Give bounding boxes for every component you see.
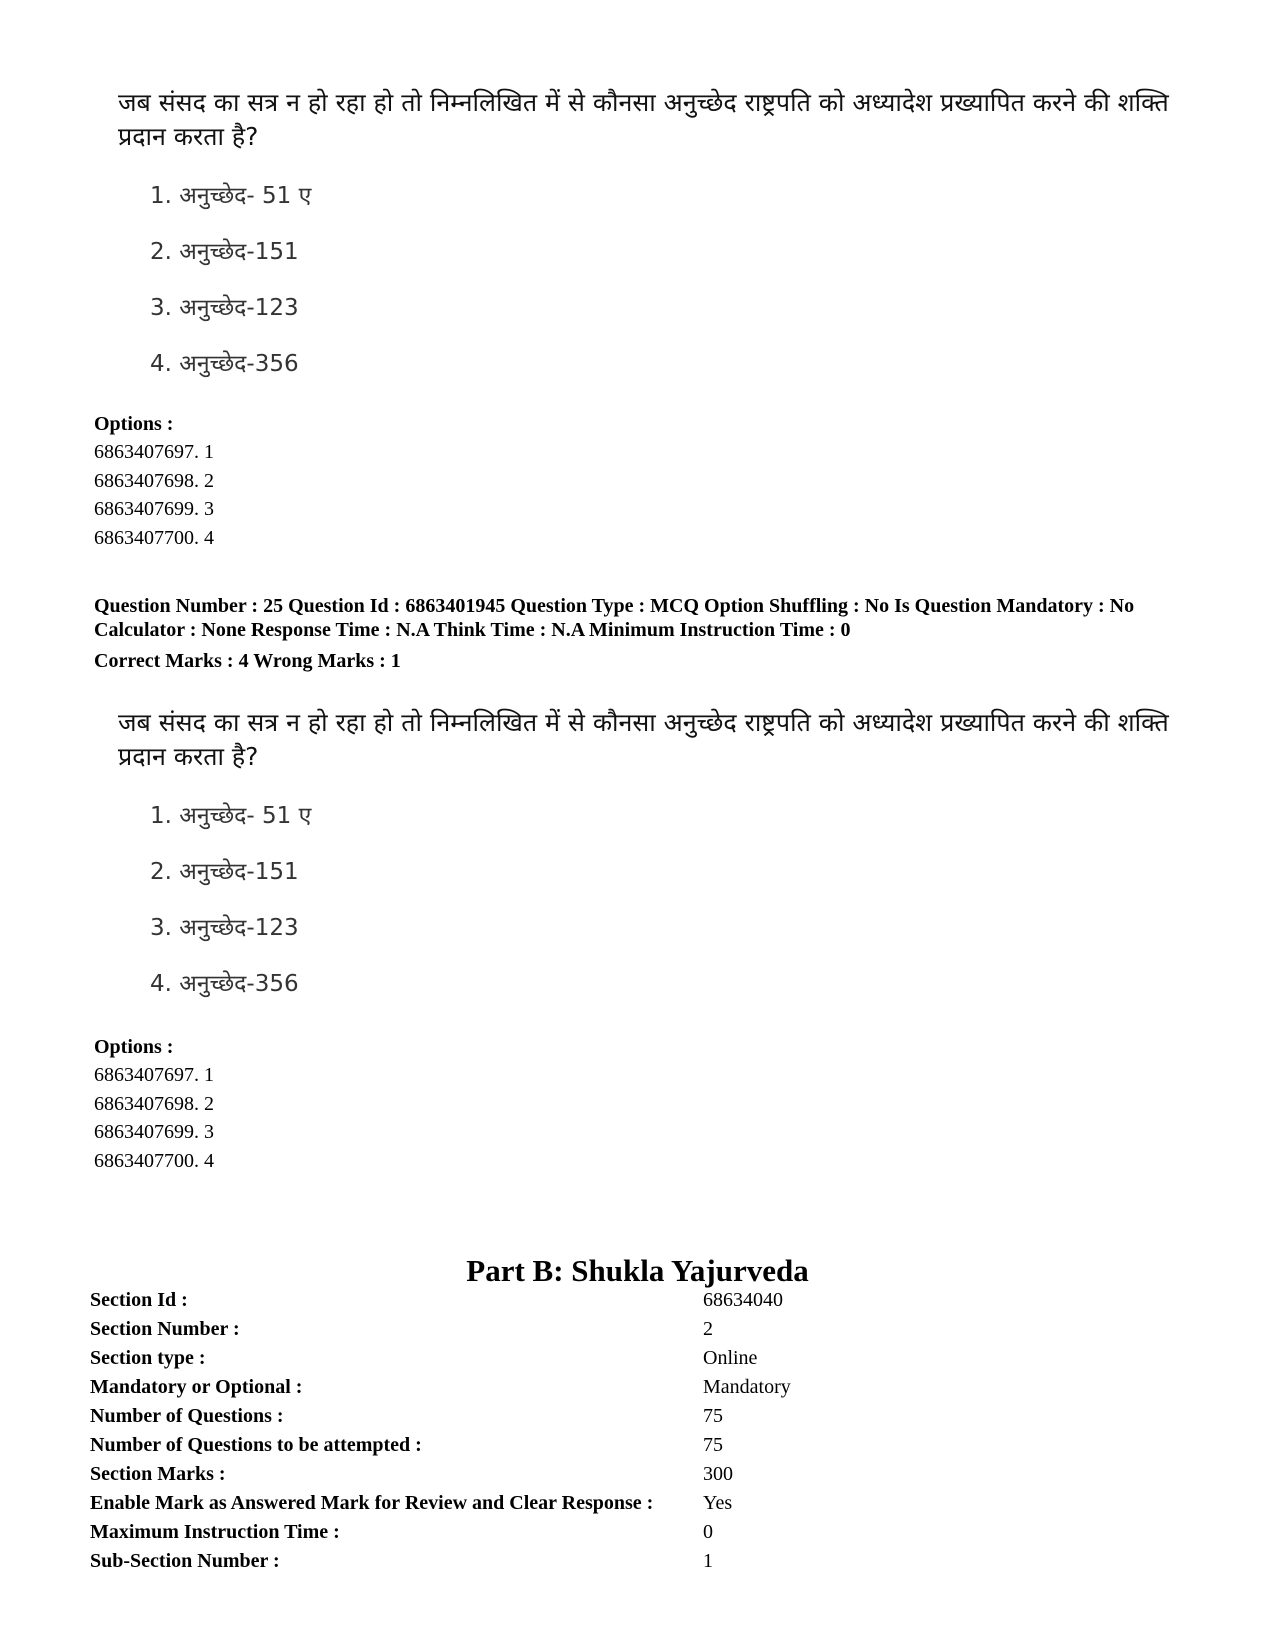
section-row-label: Section type : <box>90 1347 206 1369</box>
section-title: Part B: Shukla Yajurveda <box>466 1253 809 1288</box>
question-25-choice-2: 2. अनुच्छेद-151 <box>150 859 299 885</box>
section-row-label: Section Id : <box>90 1289 188 1311</box>
section-row-value: 75 <box>703 1434 723 1456</box>
question-24-text: जब संसद का सत्र न हो रहा हो तो निम्नलिखित में से कौनसा अनुच्छेद राष्ट्रपति को अध्यादेश प्रख्यापित करने की शक्ति प्रदान करता है? <box>118 88 1169 151</box>
question-24-choice-1: 1. अनुच्छेद- 51 ए <box>150 183 312 209</box>
question-25-choice-3: 3. अनुच्छेद-123 <box>150 915 299 941</box>
question-24-choice-4: 4. अनुच्छेद-356 <box>150 351 299 377</box>
question-25-options-label: Options : <box>94 1036 174 1058</box>
section-row-label: Section Marks : <box>90 1463 226 1485</box>
section-row-value: 0 <box>703 1521 713 1543</box>
section-row-label: Mandatory or Optional : <box>90 1376 303 1398</box>
question-25-text: जब संसद का सत्र न हो रहा हो तो निम्नलिखित में से कौनसा अनुच्छेद राष्ट्रपति को अध्यादेश प्रख्यापित करने की शक्ति प्रदान करता है? <box>118 708 1169 771</box>
question-25-choice-4: 4. अनुच्छेद-356 <box>150 971 299 997</box>
section-row-label: Sub-Section Number : <box>90 1550 280 1572</box>
section-row-label: Section Number : <box>90 1318 240 1340</box>
section-row-value: 2 <box>703 1318 713 1340</box>
question-24-option-2: 6863407698. 2 <box>94 470 214 492</box>
question-24-choice-3: 3. अनुच्छेद-123 <box>150 295 299 321</box>
question-24-choice-2: 2. अनुच्छेद-151 <box>150 239 299 265</box>
question-25-option-3: 6863407699. 3 <box>94 1121 214 1143</box>
section-row-label: Maximum Instruction Time : <box>90 1521 340 1543</box>
question-25-meta: Question Number : 25 Question Id : 6863401945 Question Type : MCQ Option Shuffling : No Is Question Mandatory : No Calculator : None Response Time : N.A Think Time : N.A Minimum Instruction Time : 0 <box>94 595 1135 641</box>
section-row-label: Enable Mark as Answered Mark for Review and Clear Response : <box>90 1492 654 1514</box>
question-25-option-1: 6863407697. 1 <box>94 1064 214 1086</box>
section-row-value: Yes <box>703 1492 733 1514</box>
section-row-value: Mandatory <box>703 1376 791 1398</box>
question-24-options-label: Options : <box>94 413 174 435</box>
question-24-option-3: 6863407699. 3 <box>94 498 214 520</box>
section-row-value: 300 <box>703 1463 733 1485</box>
question-24-option-4: 6863407700. 4 <box>94 527 214 549</box>
section-row-value: 75 <box>703 1405 723 1427</box>
section-row-value: 1 <box>703 1550 713 1572</box>
question-24-option-1: 6863407697. 1 <box>94 441 214 463</box>
section-row-value: 68634040 <box>703 1289 783 1311</box>
question-25-choice-1: 1. अनुच्छेद- 51 ए <box>150 803 312 829</box>
question-25-marks: Correct Marks : 4 Wrong Marks : 1 <box>94 650 401 672</box>
section-row-label: Number of Questions : <box>90 1405 284 1427</box>
question-25-option-4: 6863407700. 4 <box>94 1150 214 1172</box>
question-25-option-2: 6863407698. 2 <box>94 1093 214 1115</box>
section-row-label: Number of Questions to be attempted : <box>90 1434 422 1456</box>
section-row-value: Online <box>703 1347 758 1369</box>
